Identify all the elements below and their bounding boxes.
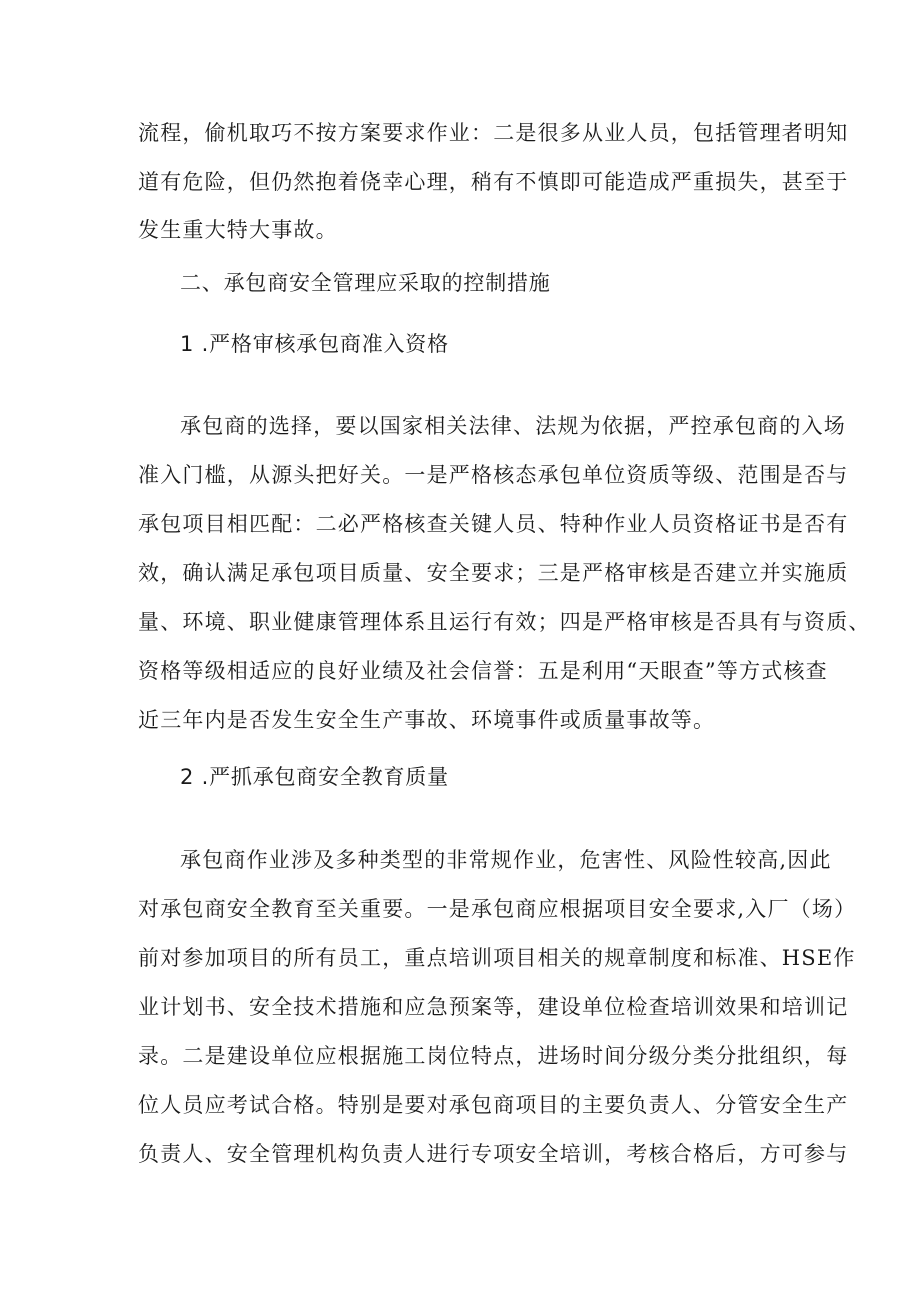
subsection-1-line-2: 准入门槛，从源头把好关。一是严格核态承包单位资质等级、范围是否与 [138, 463, 849, 487]
subsection-1-line-5: 量、环境、职业健康管理体系且运行有效；四是严格审核是否具有与资质、 [138, 610, 871, 634]
subsection-2-heading: 2 .严抓承包商安全教育质量 [180, 765, 449, 789]
subsection-2-line-3: 前对参加项目的所有员工，重点培训项目相关的规章制度和标准、HSE作 [138, 946, 856, 970]
subsection-1-line-3: 承包项目相匹配：二必严格核查关键人员、特种作业人员资格证书是否有 [138, 512, 849, 536]
subsection-2-line-1: 承包商作业涉及多种类型的非常规作业，危害性、风险性较高,因此 [180, 848, 832, 872]
subsection-1-line-1: 承包商的选择，要以国家相关法律、法规为依据，严控承包商的入场 [180, 414, 846, 438]
subsection-2-line-2: 对承包商安全教育至关重要。一是承包商应根据项目安全要求,入厂（场） [138, 897, 857, 921]
subsection-2-line-6: 位人员应考试合格。特别是要对承包商项目的主要负责人、分管安全生产 [138, 1093, 849, 1117]
subsection-2-line-5: 录。二是建设单位应根据施工岗位特点，进场时间分级分类分批组织，每 [138, 1044, 849, 1068]
subsection-1-heading: 1 .严格审核承包商准入资格 [180, 332, 449, 356]
intro-line-1: 流程，偷机取巧不按方案要求作业：二是很多从业人员，包括管理者明知 [138, 121, 849, 145]
subsection-1-line-4: 效，确认满足承包项目质量、安全要求；三是严格审核是否建立并实施质 [138, 561, 849, 585]
intro-line-2: 道有危险，但仍然抱着侥幸心理，稍有不慎即可能造成严重损失，甚至于 [138, 170, 849, 194]
section-heading: 二、承包商安全管理应采取的控制措施 [180, 271, 551, 295]
subsection-1-line-7: 近三年内是否发生安全生产事故、环境事件或质量事故等。 [138, 708, 716, 732]
subsection-2-line-4: 业计划书、安全技术措施和应急预案等，建设单位检查培训效果和培训记 [138, 995, 849, 1019]
subsection-1-line-6: 资格等级相适应的良好业绩及社会信誉：五是利用“天眼查”等方式核查 [138, 659, 828, 683]
subsection-2-line-7: 负责人、安全管理机构负责人进行专项安全培训，考核合格后，方可参与 [138, 1142, 849, 1166]
intro-line-3: 发生重大特大事故。 [138, 218, 338, 242]
